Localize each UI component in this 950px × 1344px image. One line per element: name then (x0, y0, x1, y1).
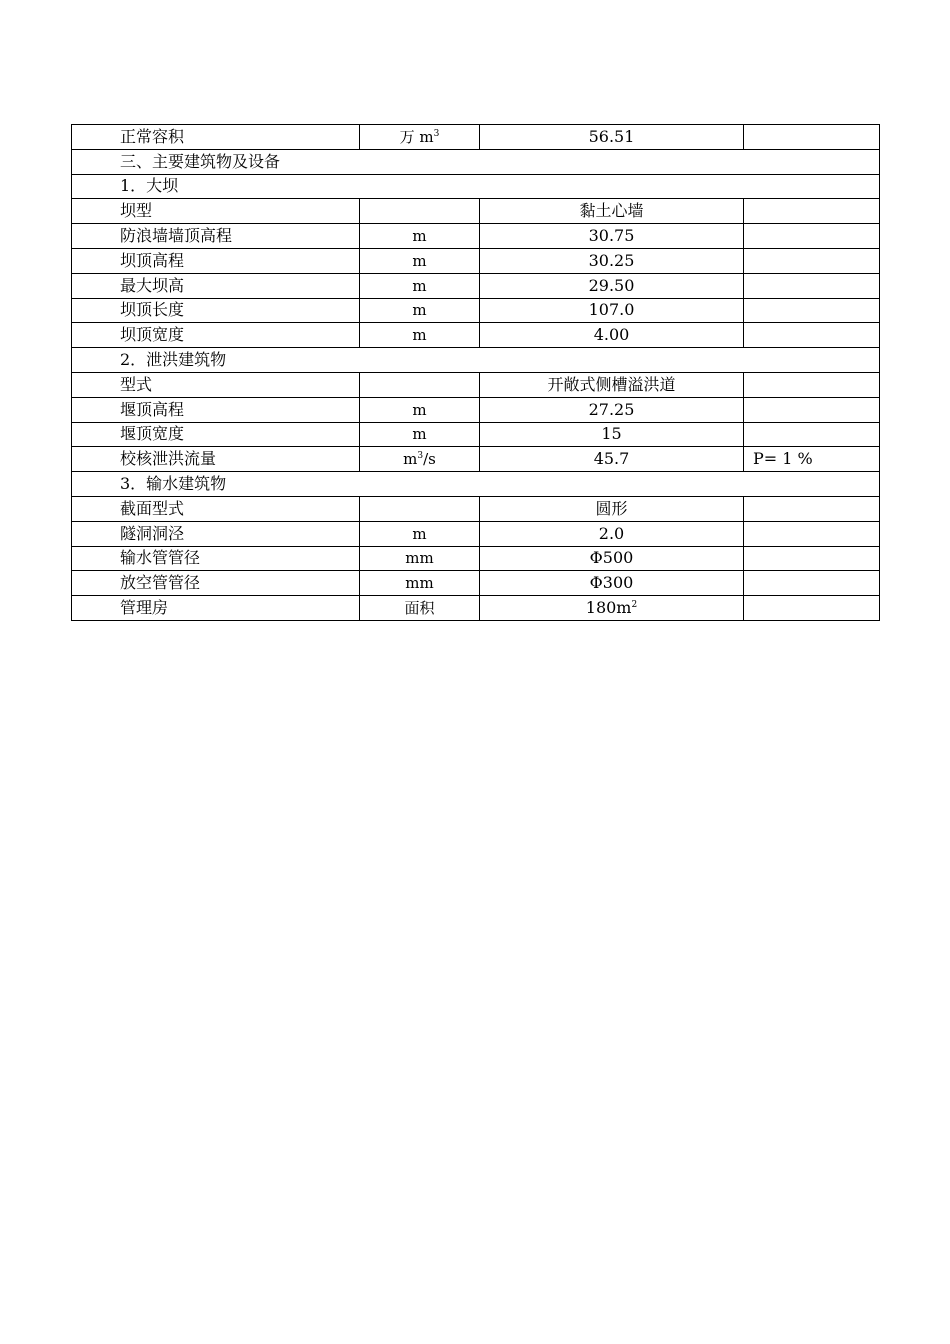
table-row (72, 372, 880, 397)
row-unit (360, 521, 480, 546)
row-unit (360, 397, 480, 422)
row-name: 校核泄洪流量 (72, 447, 360, 472)
row-value-text: 56.51 (588, 126, 635, 146)
table-row (72, 571, 880, 596)
row-value-text: 180m (585, 598, 632, 618)
row-unit-text: m (412, 227, 427, 246)
row-value-text: 圆形 (595, 498, 628, 518)
row-name: 放空管管径 (72, 571, 360, 596)
row-name: 最大坝高 (72, 273, 360, 298)
row-value (480, 372, 744, 397)
table-row (72, 521, 880, 546)
row-unit-text: m (412, 251, 427, 270)
table-row (72, 496, 880, 521)
row-unit-text: mm (405, 549, 434, 568)
row-unit-text: 面积 (404, 599, 435, 618)
row-value-text: 107.0 (588, 300, 635, 320)
spec-table (71, 124, 880, 621)
table-row (72, 125, 880, 150)
section-title: 3．输水建筑物 (72, 472, 880, 497)
table-row (72, 546, 880, 571)
row-note (744, 571, 880, 596)
row-name: 输水管管径 (72, 546, 360, 571)
row-name: 坝顶高程 (72, 248, 360, 273)
row-value (480, 224, 744, 249)
row-name: 堰顶高程 (72, 397, 360, 422)
row-unit (360, 422, 480, 447)
row-value (480, 422, 744, 447)
row-unit-text: 万 m (399, 127, 434, 146)
row-value-text: 27.25 (588, 399, 635, 419)
row-value (480, 273, 744, 298)
row-note (744, 496, 880, 521)
row-name: 隧洞洞泾 (72, 521, 360, 546)
table-row (72, 248, 880, 273)
row-value-text: 29.50 (588, 275, 635, 295)
row-unit (360, 298, 480, 323)
row-value (480, 323, 744, 348)
row-value-text: 黏土心墙 (579, 201, 644, 221)
section-title: 2．泄洪建筑物 (72, 348, 880, 373)
row-name: 坝顶长度 (72, 298, 360, 323)
row-note (744, 521, 880, 546)
row-name: 堰顶宽度 (72, 422, 360, 447)
row-value (480, 496, 744, 521)
row-unit (360, 571, 480, 596)
section-title: 三、主要建筑物及设备 (72, 149, 880, 174)
section-row (72, 472, 880, 497)
row-unit-text: m (412, 524, 427, 543)
row-unit-text: m (412, 425, 427, 444)
table-row (72, 596, 880, 621)
row-name: 坝顶宽度 (72, 323, 360, 348)
row-unit-rest: /s (423, 450, 436, 469)
row-unit-text: m (412, 326, 427, 345)
row-unit-text: m (403, 450, 418, 469)
row-value (480, 298, 744, 323)
section-title: 1．大坝 (72, 174, 880, 199)
row-unit-text: mm (405, 574, 434, 593)
row-name: 正常容积 (72, 125, 360, 150)
row-value (480, 447, 744, 472)
table-row (72, 447, 880, 472)
row-value (480, 397, 744, 422)
table-row (72, 422, 880, 447)
row-unit (360, 224, 480, 249)
section-row (72, 348, 880, 373)
table-row (72, 199, 880, 224)
row-note (744, 248, 880, 273)
row-unit (360, 199, 480, 224)
row-value-text: 4.00 (593, 325, 630, 345)
row-note (744, 372, 880, 397)
row-unit (360, 596, 480, 621)
row-value (480, 546, 744, 571)
row-unit (360, 447, 480, 472)
row-unit (360, 546, 480, 571)
row-unit-text: m (412, 276, 427, 295)
row-value-text: 30.25 (588, 250, 635, 270)
row-note (744, 298, 880, 323)
row-note (744, 273, 880, 298)
row-unit (360, 248, 480, 273)
row-unit-text: m (412, 301, 427, 320)
row-value-sup: 2 (631, 600, 638, 611)
row-value (480, 521, 744, 546)
row-unit (360, 323, 480, 348)
row-unit (360, 125, 480, 150)
row-note (744, 224, 880, 249)
section-row (72, 149, 880, 174)
row-value (480, 571, 744, 596)
row-note: P= 1 % (744, 447, 880, 472)
table-row (72, 224, 880, 249)
row-value (480, 125, 744, 150)
table-row (72, 298, 880, 323)
row-value-text: Φ300 (589, 573, 634, 593)
row-name: 型式 (72, 372, 360, 397)
row-note (744, 546, 880, 571)
row-value-text: 2.0 (598, 523, 625, 543)
section-row (72, 174, 880, 199)
spec-table-body (72, 125, 880, 621)
row-value-text: 开敞式侧槽溢洪道 (547, 374, 676, 394)
row-value (480, 596, 744, 621)
row-value (480, 248, 744, 273)
row-name: 管理房 (72, 596, 360, 621)
row-note (744, 323, 880, 348)
row-value-text: 45.7 (593, 449, 630, 469)
row-name: 坝型 (72, 199, 360, 224)
row-note (744, 596, 880, 621)
row-value-text: 30.75 (588, 226, 635, 246)
row-unit (360, 273, 480, 298)
row-unit (360, 372, 480, 397)
row-name: 防浪墙墙顶高程 (72, 224, 360, 249)
row-value-text: 15 (601, 424, 622, 444)
row-note (744, 397, 880, 422)
row-value-text: Φ500 (589, 548, 634, 568)
table-row (72, 323, 880, 348)
row-note (744, 125, 880, 150)
table-row (72, 397, 880, 422)
row-note (744, 422, 880, 447)
row-note (744, 199, 880, 224)
row-unit (360, 496, 480, 521)
row-name: 截面型式 (72, 496, 360, 521)
row-unit-sup: 3 (417, 451, 424, 462)
row-value (480, 199, 744, 224)
row-unit-text: m (412, 400, 427, 419)
row-unit-sup: 3 (433, 128, 440, 139)
table-row (72, 273, 880, 298)
